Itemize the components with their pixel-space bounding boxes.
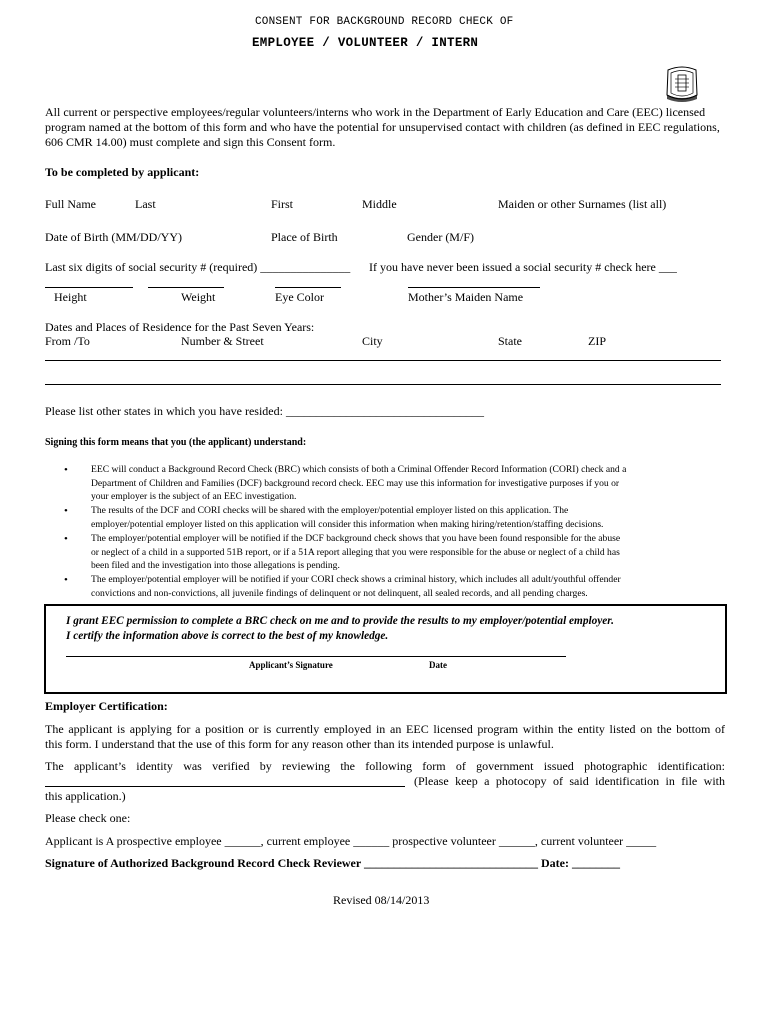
ssn-label: Last six digits of social security # (required) _______________ — [45, 260, 351, 274]
residence-heading: Dates and Places of Residence for the Past Seven Years: — [45, 320, 315, 334]
residence-line-1[interactable] — [45, 360, 721, 361]
consent-signature-box — [44, 604, 727, 694]
full-name-label: Full Name — [45, 197, 96, 211]
ssn-never-issued-label: If you have never been issued a social security # check here ___ — [369, 260, 677, 274]
mothers-maiden-name-label: Mother’s Maiden Name — [408, 290, 524, 304]
applicant-signature-label: Applicant’s Signature — [249, 660, 333, 670]
place-of-birth-label: Place of Birth — [271, 230, 338, 244]
form-title-line1: CONSENT FOR BACKGROUND RECORD CHECK OF — [255, 16, 514, 28]
reviewer-date-label[interactable]: Date: ________ — [538, 856, 620, 870]
middle-name-label: Middle — [362, 197, 397, 211]
bullet-icon: • — [64, 574, 68, 586]
mothers-maiden-name-field[interactable] — [408, 287, 540, 288]
bullet-icon: • — [64, 533, 68, 545]
form-title-line2: EMPLOYEE / VOLUNTEER / INTERN — [252, 36, 479, 50]
identification-type-field[interactable] — [45, 786, 405, 787]
residence-zip-label: ZIP — [588, 334, 606, 348]
applicant-heading: To be completed by applicant: — [45, 165, 200, 179]
weight-label: Weight — [181, 290, 216, 304]
understand-bullet-1: EEC will conduct a Background Record Check (BRC) which consists of both a Criminal Offender Record Information (CORI) check and a Department of Children and Families (DCF) background record check. EEC may use this information for investigative purposes if you or your employer is the subject of an EEC investigation. — [91, 464, 627, 503]
bullet-icon: • — [64, 505, 68, 517]
dob-label: Date of Birth (MM/DD/YY) — [45, 230, 182, 244]
understand-bullet-4: The employer/potential employer will be notified if your CORI check shows a criminal history, which includes all adult/youthful offender convictions and non-convictions, all juvenile findings of delinquent or not delinquent, all sealed records, and all pending charges. — [91, 574, 621, 599]
employer-paragraph-1-line-2: this form. I understand that the use of this form for any reason other than its intended purpose is unlawful. — [45, 737, 554, 751]
revision-date: Revised 08/14/2013 — [333, 893, 430, 907]
identity-verified-line: The applicant’s identity was verified by reviewing the following form of government issued photographic identification: — [45, 759, 725, 773]
bullet-icon: • — [64, 464, 68, 476]
applicant-status-options[interactable]: Applicant is A prospective employee ______, current employee ______ prospective volunteer ______, current volunteer _____ — [45, 834, 657, 848]
photocopy-note: (Please keep a photocopy of said identification in file with — [414, 774, 725, 788]
employer-paragraph-1-line-1: The applicant is applying for a position or is currently employed in an EEC licensed program within the entity listed on the bottom of — [45, 722, 725, 736]
understand-bullet-2: The results of the DCF and CORI checks will be shared with the employer/potential employer listed on this application. The employer/potential employer listed on this application will consider this information when making hiring/retention/staffing decisions. — [91, 505, 604, 530]
weight-field[interactable] — [148, 287, 224, 288]
eye-color-label: Eye Color — [275, 290, 324, 304]
signature-date-label: Date — [429, 660, 447, 670]
last-name-label: Last — [135, 197, 156, 211]
maiden-name-label: Maiden or other Surnames (list all) — [498, 197, 667, 211]
grant-statement: I grant EEC permission to complete a BRC check on me and to provide the results to my employer/potential employer. — [66, 615, 614, 627]
residence-street-label: Number & Street — [181, 334, 264, 348]
photocopy-note-cont: this application.) — [45, 789, 126, 803]
applicant-signature-field[interactable] — [66, 656, 566, 657]
employer-certification-heading: Employer Certification: — [45, 699, 168, 713]
reviewer-signature-field[interactable]: _____________________________ — [364, 856, 538, 870]
please-check-one-label: Please check one: — [45, 811, 131, 825]
residence-city-label: City — [362, 334, 383, 348]
understand-heading: Signing this form means that you (the applicant) understand: — [45, 437, 307, 448]
height-field[interactable] — [45, 287, 133, 288]
height-label: Height — [54, 290, 87, 304]
first-name-label: First — [271, 197, 294, 211]
certify-statement: I certify the information above is correct to the best of my knowledge. — [66, 630, 389, 642]
eye-color-field[interactable] — [275, 287, 341, 288]
residence-from-to-label: From /To — [45, 334, 90, 348]
gender-label: Gender (M/F) — [407, 230, 474, 244]
other-states-label: Please list other states in which you have resided: _________________________________ — [45, 404, 484, 418]
reviewer-signature-row — [45, 856, 620, 871]
residence-state-label: State — [498, 334, 522, 348]
intro-paragraph: All current or perspective employees/regular volunteers/interns who work in the Department of Early Education and Care (EEC) licensed program named at the bottom of this form and who have the potential for unsupervised contact with children (as defined in EEC regulations, 606 CMR 14.00) must complete and sign this Consent form. — [45, 105, 720, 149]
residence-line-2[interactable] — [45, 384, 721, 385]
state-seal-icon — [664, 65, 700, 103]
reviewer-signature-label: Signature of Authorized Background Record Check Reviewer — [45, 856, 364, 870]
understand-bullet-3: The employer/potential employer will be notified if the DCF background check shows that you have been found responsible for the abuse or neglect of a child in a supported 51B report, or if a 51A report alleging that you were responsible for the abuse or neglect of a child has been filed and the investigation into those allegations is pending. — [91, 533, 621, 572]
